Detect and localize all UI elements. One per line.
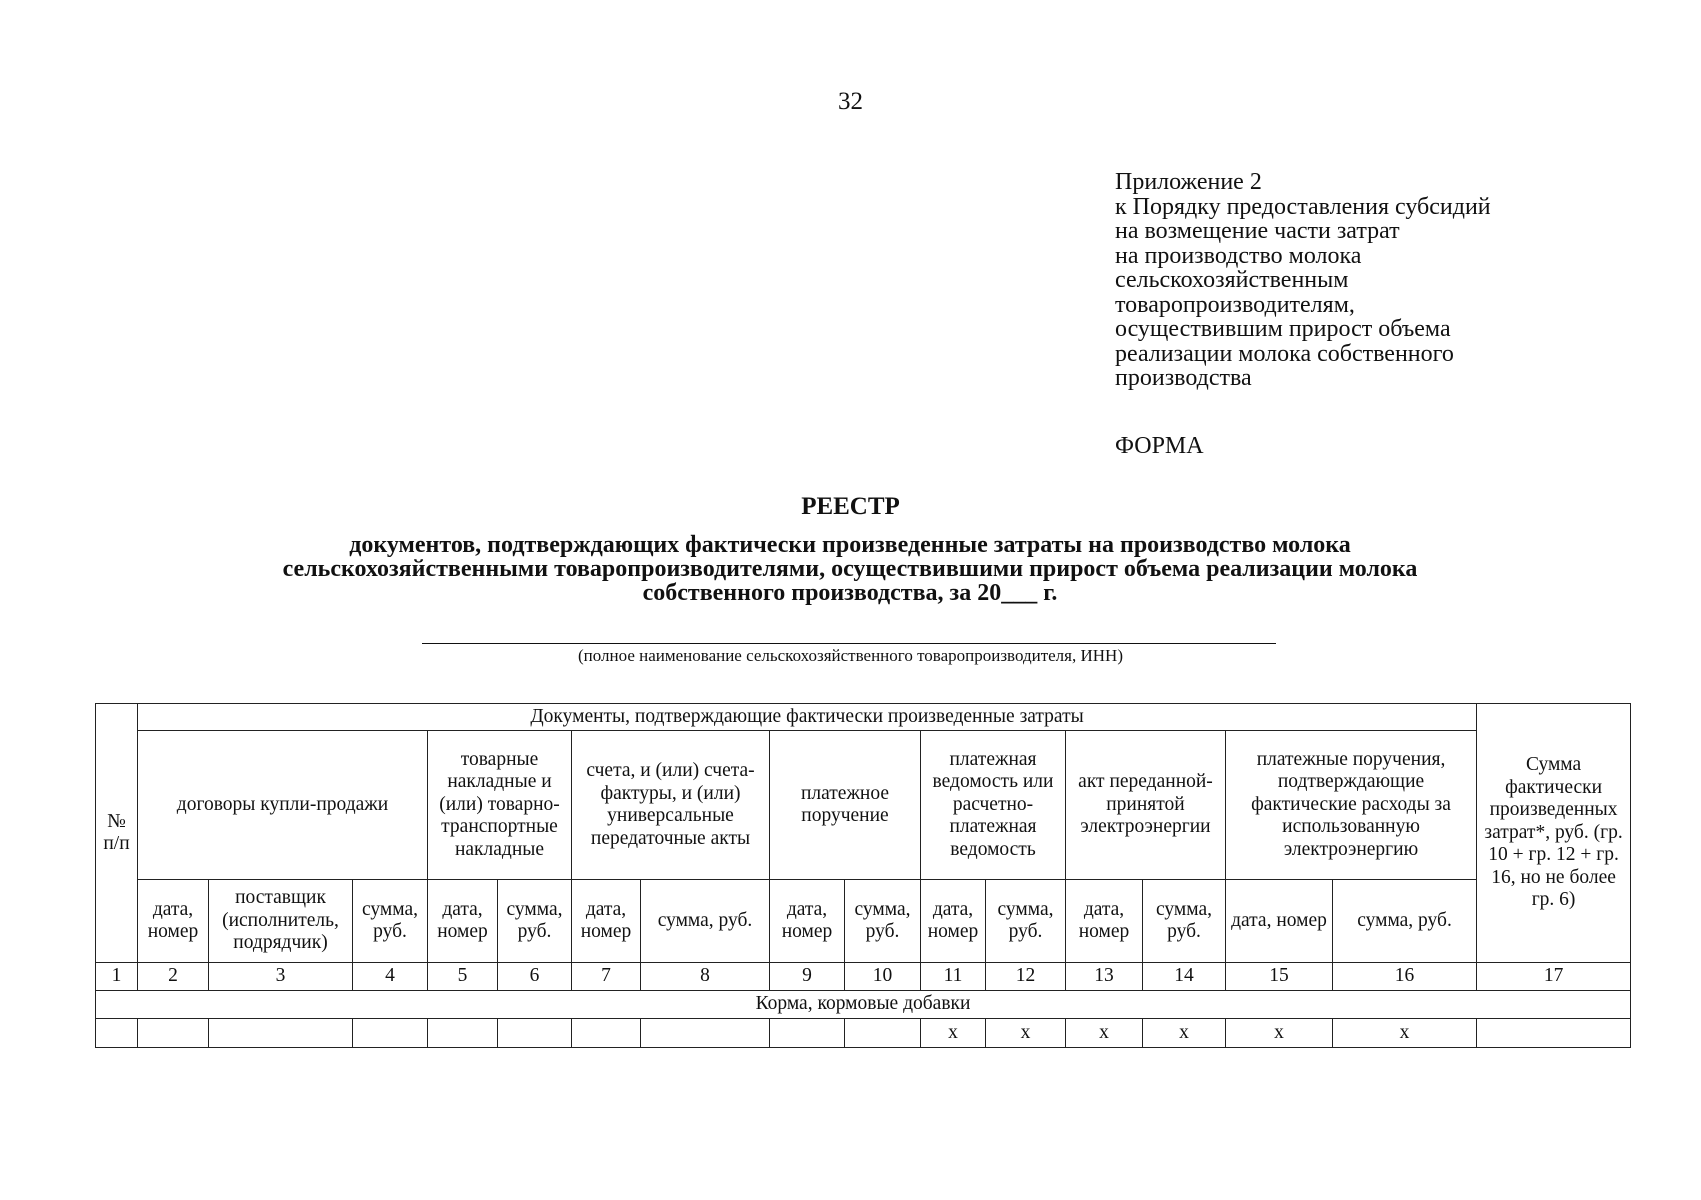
column-number-cell: 3 (209, 963, 353, 991)
table-cell[interactable] (353, 1019, 428, 1048)
header-category-contracts: договоры купли-продажи (138, 731, 428, 880)
header-sum: сумма, руб. (845, 880, 921, 963)
column-number-cell: 16 (1333, 963, 1477, 991)
table-row-column-numbers (96, 963, 1631, 991)
header-total-sum: Сумма фактически произведенных затрат*, руб. (гр. 10 + гр. 12 + гр. 16, но не более гр. 6) (1477, 704, 1631, 963)
appendix-line: производства (1115, 365, 1252, 391)
table-cell[interactable] (209, 1019, 353, 1048)
table-cell-crossed: x (1226, 1019, 1333, 1048)
appendix-line: на возмещение части затрат (1115, 218, 1400, 244)
section-title: Корма, кормовые добавки (96, 991, 1631, 1019)
column-number-cell: 12 (986, 963, 1066, 991)
producer-caption: (полное наименование сельскохозяйственного товаропроизводителя, ИНН) (578, 646, 1123, 665)
column-number-cell: 13 (1066, 963, 1143, 991)
appendix-line: на производство молока (1115, 242, 1362, 269)
subtitle-line: сельскохозяйственными товаропроизводителями, осуществившими прирост объема реализации молока (282, 556, 1418, 582)
table-cell[interactable] (96, 1019, 138, 1048)
page-number: 32 (838, 88, 863, 115)
header-date-number: дата, номер (572, 880, 641, 963)
table-cell[interactable] (845, 1019, 921, 1048)
table-cell[interactable] (138, 1019, 209, 1048)
appendix-line: Приложение 2 (1115, 169, 1262, 195)
column-number-cell: 14 (1143, 963, 1226, 991)
header-date-number: дата, номер (921, 880, 986, 963)
table-cell[interactable] (770, 1019, 845, 1048)
table-cell-crossed: x (1333, 1019, 1477, 1048)
header-category-payment-order: платежное поручение (770, 731, 921, 880)
table-cell[interactable] (498, 1019, 572, 1048)
column-number-cell: 15 (1226, 963, 1333, 991)
header-sum: сумма, руб. (1333, 880, 1477, 963)
table-section-row (96, 991, 1631, 1019)
header-sum: сумма, руб. (1143, 880, 1226, 963)
table-header-group-row (96, 704, 1631, 731)
table-cell-crossed: x (1066, 1019, 1143, 1048)
subtitle-line: документов, подтверждающих фактически произведенные затраты на производство молока (349, 532, 1351, 558)
header-sum: сумма, руб. (986, 880, 1066, 963)
header-date-number: дата, номер (428, 880, 498, 963)
producer-name-line (422, 643, 1276, 644)
header-sum: сумма, руб. (353, 880, 428, 963)
appendix-line: осуществившим прирост объема (1115, 316, 1451, 342)
table-header-category-row (96, 731, 1631, 880)
appendix-line: к Порядку предоставления субсидий (1115, 193, 1491, 220)
table-cell[interactable] (572, 1019, 641, 1048)
header-date-number: дата, номер (138, 880, 209, 963)
header-category-payroll: платежная ведомость или расчетно-платежная ведомость (921, 731, 1066, 880)
header-documents-group: Документы, подтверждающие фактически произведенные затраты (138, 704, 1477, 731)
column-number-cell: 1 (96, 963, 138, 991)
document-subtitle (150, 533, 1550, 605)
form-label: ФОРМА (1115, 433, 1204, 459)
column-number-cell: 10 (845, 963, 921, 991)
header-category-electricity-payments: платежные поручения, подтверждающие фактические расходы за использованную электроэнергию (1226, 731, 1477, 880)
column-number-cell: 7 (572, 963, 641, 991)
header-category-waybills: товарные накладные и (или) товарно-транспортные накладные (428, 731, 572, 880)
appendix-line: реализации молока собственного (1115, 340, 1454, 367)
table-row (96, 1019, 1631, 1048)
column-number-cell: 6 (498, 963, 572, 991)
column-number-cell: 4 (353, 963, 428, 991)
appendix-line: товаропроизводителям, (1115, 291, 1355, 318)
subtitle-line: собственного производства, за 20___ г. (642, 580, 1058, 606)
column-number-cell: 2 (138, 963, 209, 991)
header-date-number: дата, номер (770, 880, 845, 963)
registry-table (95, 703, 1631, 1048)
column-number-cell: 8 (641, 963, 770, 991)
header-date-number: дата, номер (1066, 880, 1143, 963)
header-number: № п/п (96, 704, 138, 963)
header-sum: сумма, руб. (641, 880, 770, 963)
table-cell-crossed: x (921, 1019, 986, 1048)
table-cell[interactable] (428, 1019, 498, 1048)
appendix-line: сельскохозяйственным (1115, 267, 1349, 293)
header-supplier: поставщик (исполнитель, подрядчик) (209, 880, 353, 963)
table-header-sub-row (96, 880, 1631, 963)
header-date-number: дата, номер (1226, 880, 1333, 963)
table-cell-crossed: x (986, 1019, 1066, 1048)
column-number-cell: 5 (428, 963, 498, 991)
table-cell-crossed: x (1143, 1019, 1226, 1048)
header-category-invoices: счета, и (или) счета-фактуры, и (или) универсальные передаточные акты (572, 731, 770, 880)
document-title: РЕЕСТР (801, 493, 900, 520)
header-category-electricity-act: акт переданной-принятой электроэнергии (1066, 731, 1226, 880)
table-cell[interactable] (1477, 1019, 1631, 1048)
column-number-cell: 11 (921, 963, 986, 991)
column-number-cell: 17 (1477, 963, 1631, 991)
column-number-cell: 9 (770, 963, 845, 991)
appendix-block (1115, 170, 1491, 391)
table-cell[interactable] (641, 1019, 770, 1048)
header-sum: сумма, руб. (498, 880, 572, 963)
